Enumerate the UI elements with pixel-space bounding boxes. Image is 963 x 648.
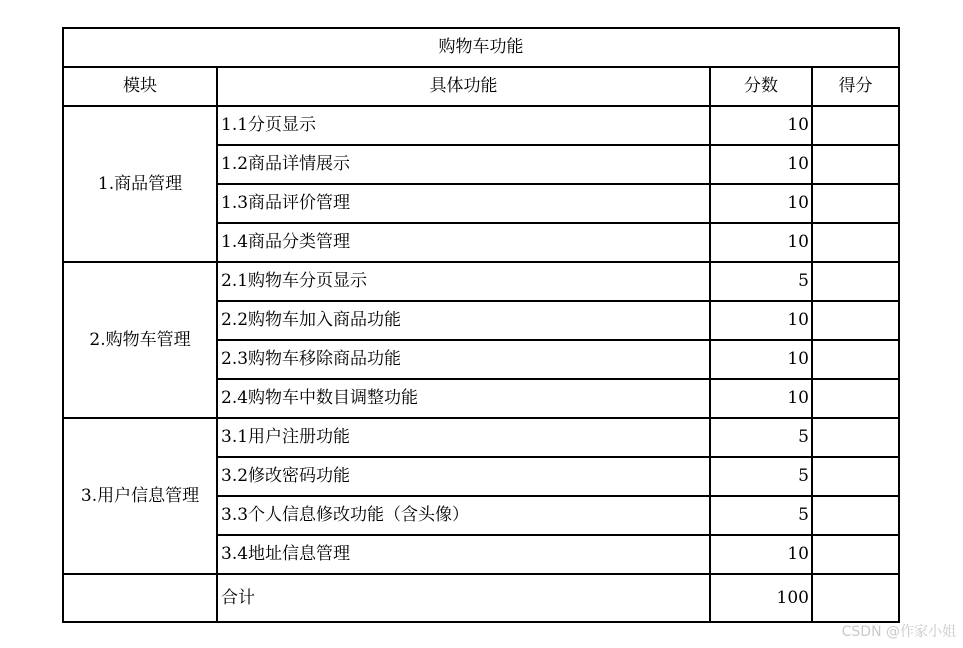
scoring-table xyxy=(62,27,900,623)
score-cell: 5 xyxy=(710,496,812,535)
function-cell: 3.4地址信息管理 xyxy=(217,535,710,574)
total-got-cell[interactable] xyxy=(812,574,899,622)
got-cell[interactable] xyxy=(812,457,899,496)
table-title: 购物车功能 xyxy=(63,28,899,67)
total-module-cell xyxy=(63,574,217,622)
score-cell: 10 xyxy=(710,301,812,340)
score-cell: 10 xyxy=(710,379,812,418)
table-row xyxy=(63,262,899,301)
function-cell: 1.2商品详情展示 xyxy=(217,145,710,184)
function-cell: 2.2购物车加入商品功能 xyxy=(217,301,710,340)
total-score: 100 xyxy=(710,574,812,622)
header-row xyxy=(63,67,899,106)
function-cell: 3.3个人信息修改功能（含头像） xyxy=(217,496,710,535)
header-score: 分数 xyxy=(710,67,812,106)
header-got: 得分 xyxy=(812,67,899,106)
function-cell: 2.1购物车分页显示 xyxy=(217,262,710,301)
got-cell[interactable] xyxy=(812,301,899,340)
got-cell[interactable] xyxy=(812,496,899,535)
score-cell: 10 xyxy=(710,106,812,145)
score-cell: 5 xyxy=(710,262,812,301)
table-row xyxy=(63,106,899,145)
header-module: 模块 xyxy=(63,67,217,106)
header-function: 具体功能 xyxy=(217,67,710,106)
total-label: 合计 xyxy=(217,574,710,622)
module-cell: 1.商品管理 xyxy=(63,106,217,262)
score-cell: 10 xyxy=(710,535,812,574)
function-cell: 2.3购物车移除商品功能 xyxy=(217,340,710,379)
module-cell: 2.购物车管理 xyxy=(63,262,217,418)
got-cell[interactable] xyxy=(812,106,899,145)
total-row xyxy=(63,574,899,622)
got-cell[interactable] xyxy=(812,145,899,184)
module-cell: 3.用户信息管理 xyxy=(63,418,217,574)
function-cell: 3.1用户注册功能 xyxy=(217,418,710,457)
watermark-text: CSDN @作家小姐 xyxy=(841,624,956,640)
got-cell[interactable] xyxy=(812,418,899,457)
got-cell[interactable] xyxy=(812,535,899,574)
function-cell: 2.4购物车中数目调整功能 xyxy=(217,379,710,418)
function-cell: 3.2修改密码功能 xyxy=(217,457,710,496)
title-row xyxy=(63,28,899,67)
score-cell: 5 xyxy=(710,457,812,496)
score-cell: 10 xyxy=(710,184,812,223)
got-cell[interactable] xyxy=(812,379,899,418)
table-body xyxy=(63,28,899,622)
score-cell: 10 xyxy=(710,223,812,262)
score-cell: 10 xyxy=(710,145,812,184)
score-cell: 5 xyxy=(710,418,812,457)
function-cell: 1.3商品评价管理 xyxy=(217,184,710,223)
function-cell: 1.1分页显示 xyxy=(217,106,710,145)
got-cell[interactable] xyxy=(812,184,899,223)
got-cell[interactable] xyxy=(812,262,899,301)
table-row xyxy=(63,418,899,457)
got-cell[interactable] xyxy=(812,223,899,262)
function-cell: 1.4商品分类管理 xyxy=(217,223,710,262)
score-cell: 10 xyxy=(710,340,812,379)
got-cell[interactable] xyxy=(812,340,899,379)
